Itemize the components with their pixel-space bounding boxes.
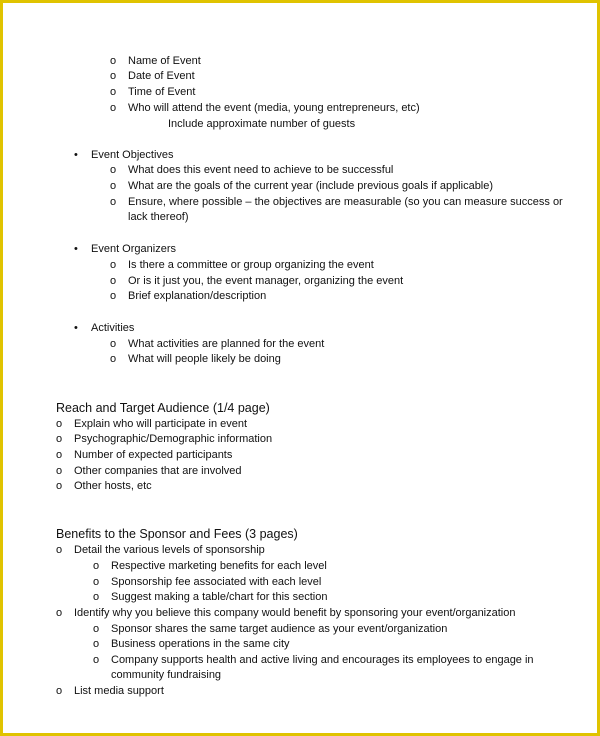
circle-bullet-icon: o [110,180,117,192]
list-item [3,653,593,685]
circle-bullet-icon: o [56,418,63,430]
list-item-text: What activities are planned for the event [128,338,325,350]
section-heading: Reach and Target Audience (1/4 page) [56,401,270,415]
circle-bullet-icon: o [110,102,117,114]
list-item-text: Who will attend the event (media, young entrepreneurs, etc) [128,102,420,114]
circle-bullet-icon: o [56,449,63,461]
list-item-text: Other hosts, etc [74,480,152,492]
circle-bullet-icon: o [56,465,63,477]
circle-bullet-icon: o [93,654,100,666]
circle-bullet-icon: o [93,560,100,572]
section-title: Event Objectives [91,149,174,161]
circle-bullet-icon: o [110,164,117,176]
list-item-text: Respective marketing benefits for each level [111,560,327,572]
list-item-text: Number of expected participants [74,449,233,461]
circle-bullet-icon: o [110,338,117,350]
list-item-text: Other companies that are involved [74,465,242,477]
bullet-icon: • [74,149,78,161]
list-item-text: Identify why you believe this company would benefit by sponsoring your event/organization [74,607,516,619]
section-title: Activities [91,322,135,334]
list-item-text: Sponsor shares the same target audience as your event/organization [111,623,448,635]
list-item [3,195,593,227]
circle-bullet-icon: o [110,70,117,82]
circle-bullet-icon: o [110,353,117,365]
circle-bullet-icon: o [110,55,117,67]
list-item-text: What will people likely be doing [128,353,281,365]
circle-bullet-icon: o [110,196,117,208]
circle-bullet-icon: o [110,290,117,302]
list-item-text: Business operations in the same city [111,638,290,650]
list-item-text: What are the goals of the current year (include previous goals if applicable) [128,180,494,192]
circle-bullet-icon: o [56,544,63,556]
list-item-text: List media support [74,685,164,697]
circle-bullet-icon: o [56,433,63,445]
list-item-text: What does this event need to achieve to be successful [128,164,394,176]
list-item-text: Ensure, where possible – the objectives are measurable (so you can measure success or lack thereof) [128,196,563,223]
circle-bullet-icon: o [110,259,117,271]
list-item-text: Suggest making a table/chart for this section [111,591,328,603]
circle-bullet-icon: o [93,638,100,650]
section-title: Event Organizers [91,243,176,255]
list-item-text: Brief explanation/description [128,290,267,302]
bullet-icon: • [74,322,78,334]
list-item-text: Psychographic/Demographic information [74,433,273,445]
circle-bullet-icon: o [56,480,63,492]
list-item-text: Time of Event [128,86,196,98]
list-item-text: Name of Event [128,55,201,67]
list-item-text: Date of Event [128,70,195,82]
list-item-text: Detail the various levels of sponsorship [74,544,265,556]
list-item-text: Include approximate number of guests [168,118,356,130]
circle-bullet-icon: o [56,607,63,619]
circle-bullet-icon: o [93,576,100,588]
list-item-text: Sponsorship fee associated with each level [111,576,322,588]
circle-bullet-icon: o [110,86,117,98]
list-item-text: Is there a committee or group organizing the event [128,259,374,271]
list-item-text: Explain who will participate in event [74,418,248,430]
bullet-icon: • [74,243,78,255]
circle-bullet-icon: o [93,591,100,603]
circle-bullet-icon: o [56,685,63,697]
list-item-text: Or is it just you, the event manager, organizing the event [128,275,404,287]
section-heading: Benefits to the Sponsor and Fees (3 pages) [56,527,298,541]
list-item-text: Company supports health and active living and encourages its employees to engage in community fundraising [111,654,534,681]
circle-bullet-icon: o [93,623,100,635]
circle-bullet-icon: o [110,275,117,287]
